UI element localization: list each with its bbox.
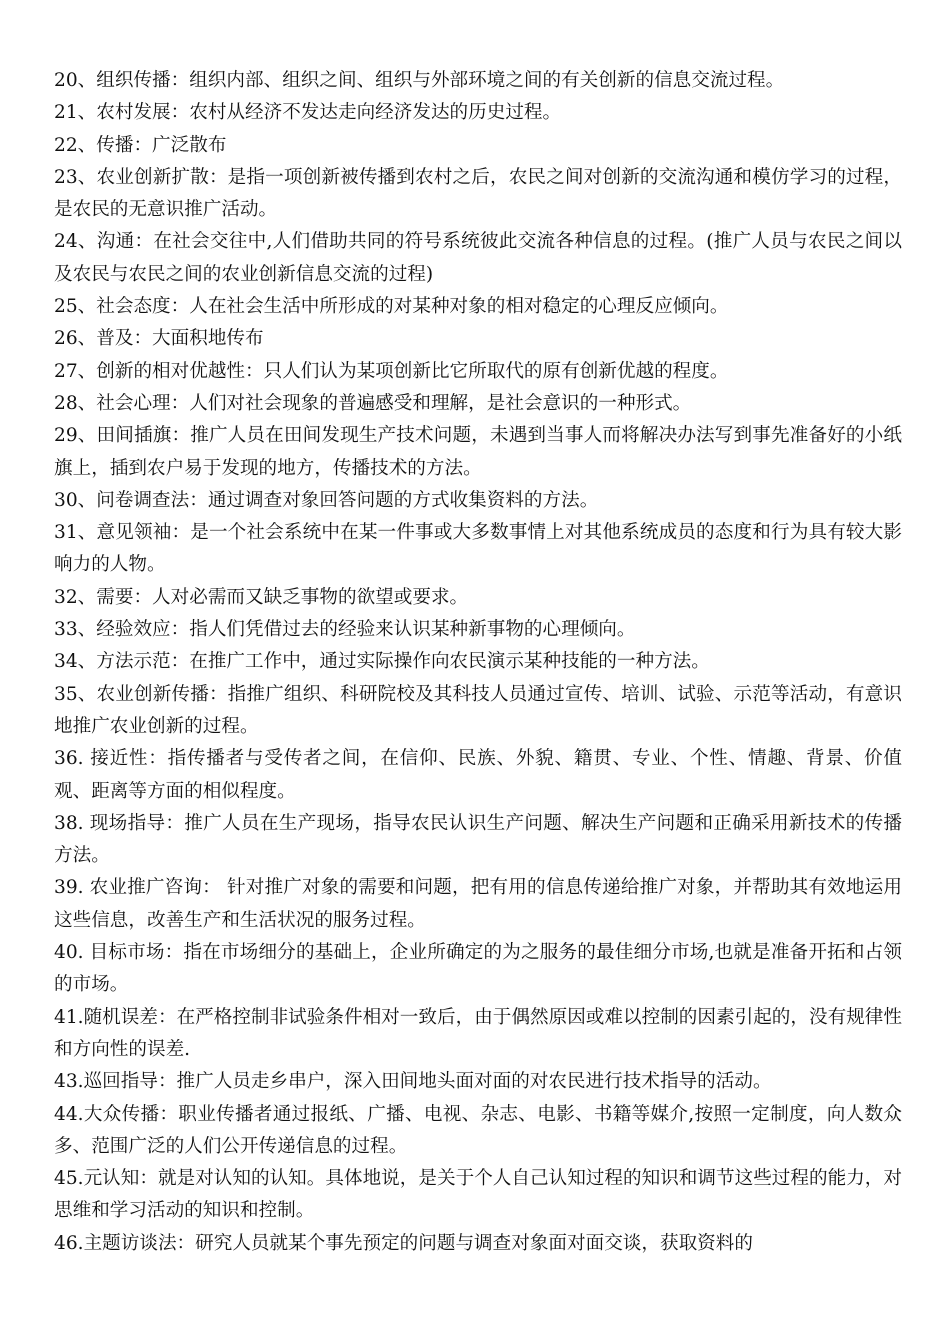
definition-entry-26: 26、普及：大面积地传布 <box>54 328 264 350</box>
definition-entry-30: 30、问卷调查法：通过调查对象回答问题的方式收集资料的方法。 <box>54 489 599 511</box>
definition-entry-25: 25、社会态度：人在社会生活中所形成的对某种对象的相对稳定的心理反应倾向。 <box>54 296 729 318</box>
definition-entry-27: 27、创新的相对优越性：只人们认为某项创新比它所取代的原有创新优越的程度。 <box>54 360 729 382</box>
definition-entry-32: 32、需要：人对必需而又缺乏事物的欲望或要求。 <box>54 586 469 608</box>
definition-entry-43: 43.巡回指导：推广人员走乡串户，深入田间地头面对面的对农民进行技术指导的活动。 <box>54 1071 772 1093</box>
definition-entry-35: 35、农业创新传播：指推广组织、科研院校及其科技人员通过宣传、培训、试验、示范等活动，有意识地推广农业创新的过程。 <box>54 683 902 737</box>
definition-entry-20: 20、组织传播：组织内部、组织之间、组织与外部环境之间的有关创新的信息交流过程。 <box>54 70 785 91</box>
definition-entry-39: 39. 农业推广咨询： 针对推广对象的需要和问题，把有用的信息传递给推广对象，并帮助其有效地运用这些信息，改善生产和生活状况的服务过程。 <box>54 877 902 931</box>
definition-entry-34: 34、方法示范：在推广工作中，通过实际操作向农民演示某种技能的一种方法。 <box>54 651 710 673</box>
definition-entry-21: 21、农村发展：农村从经济不发达走向经济发达的历史过程。 <box>54 102 562 124</box>
definition-entry-33: 33、经验效应：指人们凭借过去的经验来认识某种新事物的心理倾向。 <box>54 619 636 641</box>
definition-entry-36: 36. 接近性：指传播者与受传者之间，在信仰、民族、外貌、籍贯、专业、个性、情趣、背景、价值观、距离等方面的相似程度。 <box>54 748 902 802</box>
definition-entry-45: 45.元认知：就是对认知的认知。具体地说，是关于个人自己认知过程的知识和调节这些过程的能力，对思维和学习活动的知识和控制。 <box>54 1168 902 1222</box>
definition-entry-46: 46.主题访谈法：研究人员就某个事先预定的问题与调查对象面对面交谈，获取资料的 <box>54 1232 753 1254</box>
definition-entry-38: 38. 现场指导：推广人员在生产现场，指导农民认识生产问题、解决生产问题和正确采用新技术的传播方法。 <box>54 812 902 867</box>
definition-entry-29: 29、田间插旗：推广人员在田间发现生产技术问题，未遇到当事人而将解决办法写到事先准备好的小纸旗上，插到农户易于发现的地方，传播技术的方法。 <box>54 425 902 479</box>
definition-entry-40: 40. 目标市场：指在市场细分的基础上，企业所确定的为之服务的最佳细分市场,也就是准备开拓和占领的市场。 <box>54 942 902 996</box>
definition-entry-22: 22、传播：广泛散布 <box>54 134 227 156</box>
document-body <box>54 65 902 1260</box>
definition-entry-24: 24、沟通：在社会交往中,人们借助共同的符号系统彼此交流各种信息的过程。(推广人员与农民之间以及农民与农民之间的农业创新信息交流的过程) <box>54 231 902 285</box>
definition-entry-31: 31、意见领袖：是一个社会系统中在某一件事或大多数事情上对其他系统成员的态度和行为具有较大影响力的人物。 <box>54 522 902 576</box>
definition-entry-41: 41.随机误差：在严格控制非试验条件相对一致后，由于偶然原因或难以控制的因素引起的，没有规律性和方向性的误差. <box>54 1006 902 1060</box>
definition-entry-28: 28、社会心理：人们对社会现象的普遍感受和理解，是社会意识的一种形式。 <box>54 392 692 414</box>
definition-entry-23: 23、农业创新扩散：是指一项创新被传播到农村之后，农民之间对创新的交流沟通和模仿学习的过程，是农民的无意识推广活动。 <box>54 166 902 221</box>
definition-entry-44: 44.大众传播：职业传播者通过报纸、广播、电视、杂志、电影、书籍等媒介,按照一定制度，向人数众多、范围广泛的人们公开传递信息的过程。 <box>54 1103 902 1157</box>
